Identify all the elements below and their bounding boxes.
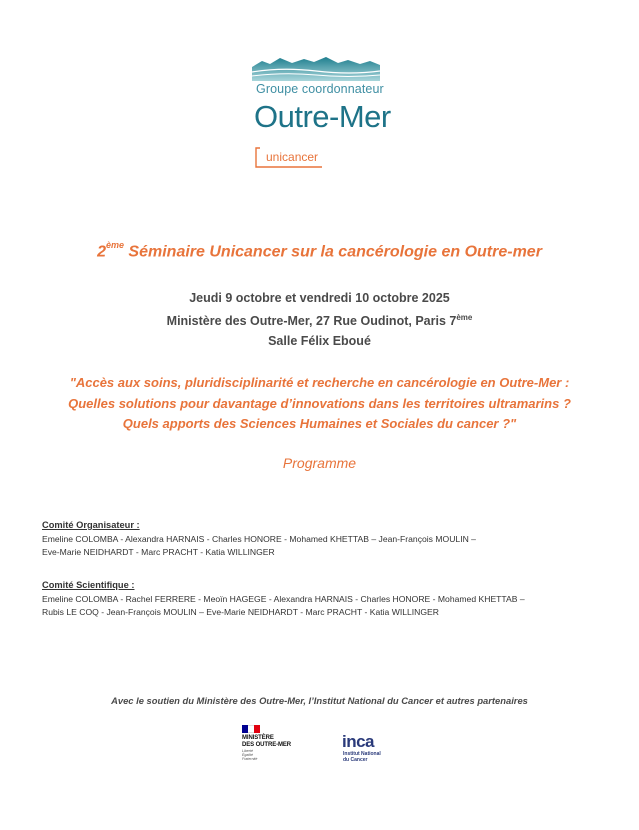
ministry-outre-mer-logo xyxy=(241,724,311,764)
ministry-motto: Liberté Égalité Fraternité xyxy=(242,749,258,761)
committee-members: Emeline COLOMBA - Alexandra HARNAIS - Charles HONORE - Mohamed KHETTAB – Jean-François MOULIN – xyxy=(42,533,476,544)
committee-members: Eve-Marie NEIDHARDT - Marc PRACHT - Katia WILLINGER xyxy=(42,547,275,557)
logo-tagline: Groupe coordonnateur xyxy=(256,82,384,96)
groupe-outre-mer-logo xyxy=(252,55,392,175)
theme-line: Quels apports des Sciences Humaines et Sociales du cancer ?" xyxy=(122,416,517,431)
unicancer-logo xyxy=(254,145,326,171)
theme-line: "Accès aux soins, pluridisciplinarité et recherche en cancérologie en Outre-Mer : xyxy=(69,375,570,390)
theme-line: Quelles solutions pour davantage d’innovations dans les territoires ultramarins ? xyxy=(68,395,571,411)
inca-logo xyxy=(342,732,402,770)
programme-label: Programme xyxy=(282,455,357,471)
event-venue: Ministère des Outre-Mer, 27 Rue Oudinot, Paris 7 xyxy=(166,314,457,329)
unicancer-wordmark: unicancer xyxy=(266,150,319,164)
event-room: Salle Félix Eboué xyxy=(268,334,371,349)
seminar-title xyxy=(0,242,639,261)
committee-members: Rubis LE COQ - Jean-François MOULIN – Eve-Marie NEIDHARDT - Marc PRACHT - Katia WILLINGER xyxy=(42,607,439,617)
event-venue-suffix: ème xyxy=(456,313,473,322)
title-ordinal: 2 xyxy=(97,243,106,261)
committee-scientifique xyxy=(42,579,602,620)
title-ordinal-suffix: ème xyxy=(105,240,124,250)
committee-heading: Comité Organisateur : xyxy=(42,520,140,530)
support-statement: Avec le soutien du Ministère des Outre-Mer, l’Institut National du Cancer et autres partenaires xyxy=(111,695,528,706)
event-info xyxy=(0,288,639,351)
event-dates: Jeudi 9 octobre et vendredi 10 octobre 2025 xyxy=(189,291,450,305)
committee-organisateur xyxy=(42,519,602,560)
inca-wordmark: inca xyxy=(342,732,375,751)
inca-subtitle: Institut National du Cancer xyxy=(343,751,381,763)
committee-heading: Comité Scientifique : xyxy=(42,580,135,590)
french-flag-icon xyxy=(242,725,260,733)
mountains-graphic xyxy=(252,55,380,81)
event-venue-line xyxy=(0,308,639,331)
ministry-name: MINISTÈRE DES OUTRE-MER xyxy=(242,735,292,748)
logo-name: Outre-Mer xyxy=(254,99,391,134)
committee-members: Emeline COLOMBA - Rachel FERRERE - Meoïn HAGEGE - Alexandra HARNAIS - Charles HONORE - Mohamed KHETTAB – xyxy=(42,593,525,604)
title-text: Séminaire Unicancer sur la cancérologie en Outre-mer xyxy=(123,243,542,261)
seminar-theme xyxy=(0,373,639,435)
